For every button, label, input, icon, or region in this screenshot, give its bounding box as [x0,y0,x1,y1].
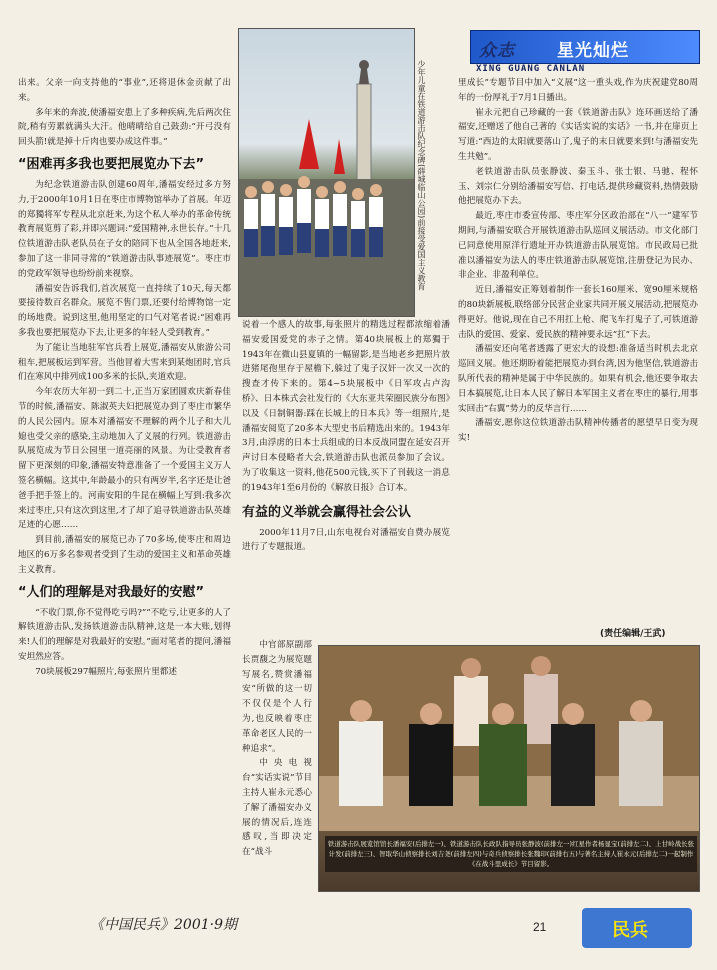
column-banner [470,30,700,64]
paragraph: 中官部原副部长贾馥之为展览题写展名,赞赏潘福安“所做的这一切不仅仅是个人行为,也反映着枣庄革命老区人民的一种追求”。 [242,640,312,754]
section-heading: 有益的义举就会赢得社会公认 [242,504,412,520]
column-title-prefix: 众志 [479,41,515,61]
paragraph: 里成长”专题节目中加入“义展”这一重头戏,作为庆祝建党80周年的一份厚礼于7月1日播出。 [458,78,698,103]
paragraph: 潘福安告诉我们,首次展览一直持续了10天,每天都要接待数百名群众。展览不售门票,还要付给博物馆一定的场地费。说到这里,他用坚定的口气对笔者说:“困难再多我也要把展览办下去,让更多的年轻人受到教育。” [18,283,231,338]
photo-group-caption: 铁道游击队展览馆馆长潘福安(后排左一)、铁道游击队长政队指导员张静波(前排左一)红星作者杨显宝(前排左二)、上甘岭战长张计发(前排左三)、智取华山侦察排长刘吉尧(前排左四)与奇兵侦察排长张魏印(前排右五)与著名主持人崔永元(后排左二)一起制作《在战斗里成长》节目留影。 [325,836,697,872]
paragraph: 说着一个感人的故事,每张照片的精选过程都浓缩着潘福安爱国爱党的赤子之情。第40块展板上的郑獨于1943年在微山县夏镇的一幅留影,是当地老乡把照片放进猪尾孢里存于屋檐下,躲过了鬼子汉奸一次又一次的搜查才传下来的。第4~5块展板中《日军攻占卢沟桥》、日本株式会社发行的《大东亚共荣圈民族分布图》以及《日制铜器:踩在长城上的日本兵》等一组照片,是潘福安阅览了20多本大型史书后精选出来的。1943年3月,由浮虏的日本士兵组成的日本反战同盟在延安召开声讨日本侵略者大会,铁道游击队也派员参加了会议。为了收集这一资料,他花500元钱,买下了刊载这一消息的1943年1至6月份的《解放日报》合订本。 [242,320,450,493]
section-heading: “人们的理解是对我最好的安慰” [18,584,205,600]
paragraph: 出来。父亲一向支持他的“事业”,还将退休金贡献了出来。 [18,78,231,103]
paragraph: 最近,枣庄市委宣传部、枣庄军分区政治部在“八一”建军节期间,与潘福安联合开展铁道游击队巡回义展活动。市文化部门已同意使用原洋行遗址开办铁道游击队展览馆。市民政局已批准以潘福安为法人的枣庄铁道游击队展览馆,注册登记为民办、非企业、非盈利单位。 [458,211,698,281]
column-1 [18,76,231,679]
paragraph: 中央电视台“实话实说”节目主持人崔永元悉心了解了潘福安办义展的情况后,连连感叹,当即决定在“战斗 [242,758,312,858]
column-2-lower [242,638,312,860]
paragraph: “不收门票,你不觉得吃亏吗?”“不吃亏,让更多的人了解铁道游击队,发扬铁道游击队精神,这是一本大账,划得来!人们的理解是对我最好的安慰。”面对笔者的提问,潘福安坦然应答。 [18,607,231,662]
paragraph: 老铁道游击队员张静波、秦玉斗、张士银、马驰、程怀玉、刘宗仁分别给潘福安写信、打电话,提供珍藏资料,热情鼓励他把展览办下去。 [458,166,698,207]
footer-magazine: 《中国民兵》2001·9期 [90,917,237,933]
photo-group [318,645,700,892]
paragraph: 到目前,潘福安的展览已办了70多场,使枣庄和周边地区的6万多名参观者受到了生动的爱国主义和革命英雄主义教育。 [18,535,231,575]
paragraph: 近日,潘福安正筹划着制作一套长160厘米、宽90厘米规格的80块新展板,联络部分民营企业家共同开展义展活动,把展览办得更好。他说,现在自己不用扛上枪、爬飞车打鬼子了,可铁道游击队的爱国、爱家、爱民族的精神要永远“扛”下去。 [458,285,698,340]
photo-monument [238,28,415,317]
paragraph: 多年来的奔波,使潘福安患上了多种疾病,先后两次住院,稍有劳累就满头大汗。他晴晴给自己鼓劲:“开弓没有回头箭!就是掉十斤肉也要办成这件事。” [18,107,231,148]
paragraph: 70块展板297幅照片,每张照片里都述 [35,666,177,677]
page-number: 21 [533,920,547,934]
footer-stamp-text: 民兵 [612,920,648,941]
section-heading: “困难再多我也要把展览办下去” [18,156,205,172]
column-2 [242,318,450,555]
paragraph: 为纪念铁道游击队创建60周年,潘福安经过多方努力,于2000年10月1日在枣庄市博物馆举办了首展。年迈的郑獨将军专程从北京赶来,为这个私人举办的革命传统教育展览剪了彩,并即兴题词:“爱国精神,永世长存。”十几位铁道游击队老队员在子女的陪同下也从全国各地赶来,参加了这一非同寻常的“铁道游击队事迹展览”。枣庄市的党政军领导也纷纷前来视察。 [18,179,231,279]
editor-credit: (责任编辑/王武) [600,629,666,639]
paragraph: 崔永元把自己珍藏的一套《铁道游击队》连环画送给了潘福安,还赠送了他自己著的《实话实说的实话》一书,并在扉页上写道:“西边的太阳就要落山了,鬼子的末日就要来到!与潘福安先生共勉”。 [458,107,698,162]
paragraph: 潘福安,愿你这位铁道游击队精神传播者的愿望早日变为现实! [458,418,698,444]
footer-stamp [582,908,692,948]
paragraph: 为了能让当地驻军官兵看上展览,潘福安从旅游公司租车,把展板运到军营。当他冒着大雪来到某炮团时,官兵们在寒风中排列成100多米的长队,夹道欢迎。 [18,342,231,383]
paragraph: 2000年11月7日,山东电视台对潘福安自费办展览进行了专题报道。 [242,527,450,553]
column-title: 星光灿烂 [557,41,629,61]
group-illustration [319,646,699,831]
paragraph: 潘福安还向笔者透露了更宏大的设想:准备适当时机去北京巡回义展。他还期盼着能把展览办到台湾,因为他坚信,铁道游击队所代表的精神是属于中华民族的。如果有机会,他还要争取去日本搞展览,让日本人民了解日本军国主义者在枣庄的暴行,用事实回击“右翼”势力的反华言行…… [458,344,698,414]
column-3 [458,76,698,446]
photo-monument-caption: 少年儿童在铁道游击队纪念碑(薛城临山公园)前接受爱国主义教育 [417,60,426,291]
monument-illustration [239,29,414,316]
paragraph: 今年农历大年初一到二十,正当万家团圆欢庆新春佳节的时候,潘福安、陈淑英夫妇把展览办到了枣庄市繁华的人民公园内。原本对潘福安不理解的两个儿子和大儿媳也受父亲的感染,主动地加入了义展的行列。铁道游击队展览成为节日公园里一道亮丽的风景。为让受教育者留下更深刻的印象,潘福安特意准备了一个爱国主义万人签名横幅。这其中,年龄最小的只有两岁半,名字还是让爸爸手把手签上的。河南安阳的牛昆在横幅上写到:我多次来过枣庄,只有这次到这里,才了却了追寻铁道游击队英雄足迹的心愿…… [18,387,231,531]
column-romanization: XING GUANG CANLAN [476,64,586,74]
